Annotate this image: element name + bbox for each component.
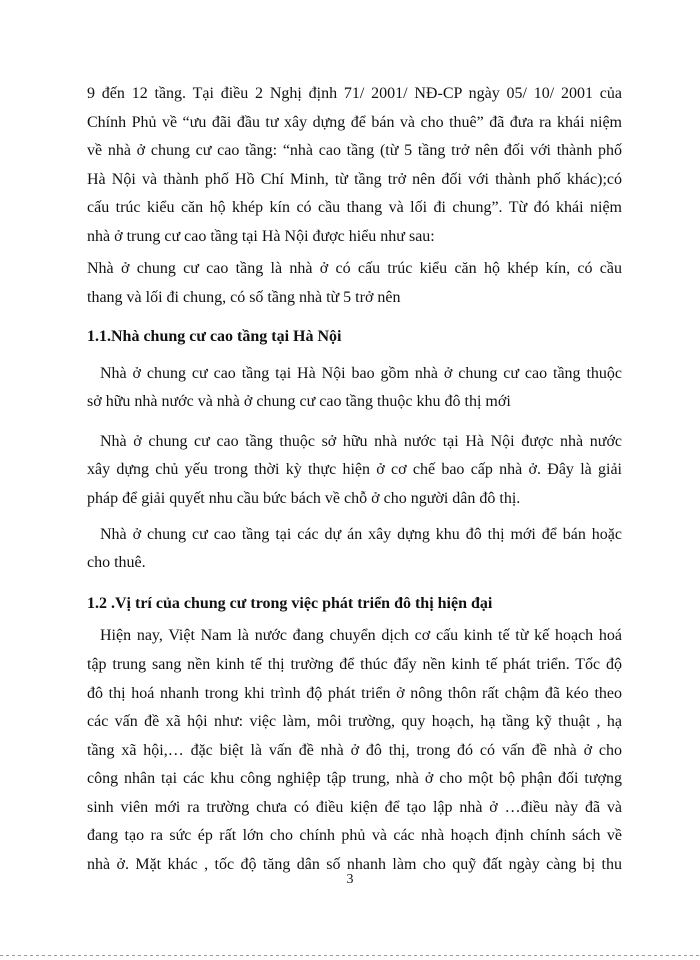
paragraph-state-owned-cont [87, 456, 622, 513]
paragraph-types [100, 360, 622, 389]
text-line: đô thị hoá nhanh trong khi trình độ phát triển ở nông thôn rất chậm đã kéo theo [87, 684, 622, 702]
paragraph-new-urban [100, 521, 622, 550]
text-line: xây dựng chủ yếu trong thời kỳ thực hiện ở cơ chế bao cấp nhà ở. Đây là giải [87, 461, 622, 478]
section-heading-1-2 [87, 590, 622, 619]
text-line: tập trung sang nền kinh tế thị trường để thúc đẩy nền kinh tế phát triển. Tốc độ [87, 656, 622, 673]
paragraph-new-urban-cont [87, 549, 622, 578]
text-line: cho thuê. [87, 554, 146, 571]
section-heading-1-1 [87, 323, 622, 352]
text-line: nhà ở trung cư cao tầng tại Hà Nội được hiểu như sau: [87, 227, 435, 245]
text-line: Nhà ở chung cư cao tầng tại Hà Nội bao gồm nhà ở chung cư cao tầng thuộc [100, 365, 622, 382]
text-line: Hà Nội và thành phố Hồ Chí Minh, từ tầng trở nên đối với thành phố khác);có [87, 170, 622, 188]
heading-text: 1.2 .Vị trí của chung cư trong việc phát triển đô thị hiện đại [87, 595, 493, 612]
text-line: Hiện nay, Việt Nam là nước đang chuyển dịch cơ cấu kinh tế từ kế hoạch hoá [100, 627, 622, 644]
text-line: tầng xã hội,… đặc biệt là vấn đề nhà ở đô thị, trong đó có vấn đề nhà ở cho [87, 741, 622, 759]
text-line: Nhà ở chung cư cao tầng là nhà ở có cấu trúc kiểu căn hộ khép kín, có cầu [87, 260, 622, 277]
paragraph-position [100, 622, 622, 651]
paragraph-types-cont [87, 388, 622, 417]
text-line: pháp để giải quyết nhu cầu bức bách về chỗ ở cho người dân đô thị. [87, 489, 521, 507]
paragraph-intro [87, 80, 622, 251]
text-line: sinh viên mới ra trường chưa có điều kiện để tạo lập nhà ở …điều này đã và [87, 798, 622, 816]
text-line: nhà ở. Mặt khác , tốc độ tăng dân số nhanh làm cho quỹ đất ngày càng bị thu [87, 855, 622, 873]
text-line: về nhà ở chung cư cao tầng: “nhà cao tầng (từ 5 tầng trở nên đối với thành phố [87, 142, 622, 159]
text-line: thang và lối đi chung, có số tầng nhà từ 5 trở nên [87, 288, 401, 306]
paragraph-position-cont [87, 651, 622, 879]
text-line: sở hữu nhà nước và nhà ở chung cư cao tầng thuộc khu đô thị mới [87, 393, 511, 410]
text-line: các vấn đề xã hội như: việc làm, môi trường, quy hoạch, hạ tầng kỹ thuật , hạ [87, 713, 622, 730]
heading-text: 1.1.Nhà chung cư cao tầng tại Hà Nội [87, 328, 342, 345]
text-line: 9 đến 12 tầng. Tại điều 2 Nghị định 71/ 2001/ NĐ-CP ngày 05/ 10/ 2001 của [87, 85, 622, 102]
page-bottom-border [0, 955, 700, 956]
text-line: đang tạo ra sức ép rất lớn cho chính phủ và các nhà hoạch định chính sách về [87, 827, 622, 844]
page-number: 3 [346, 872, 354, 887]
text-line: công nhân tại các khu công nghiệp tập trung, nhà ở cho một bộ phận đối tượng [87, 770, 622, 787]
text-line: Nhà ở chung cư cao tầng tại các dự án xây dựng khu đô thị mới để bán hoặc [100, 526, 622, 543]
text-line: cấu trúc kiểu căn hộ khép kín có cầu thang và lối đi chung”. Từ đó khái niệm [87, 199, 622, 216]
paragraph-state-owned [100, 428, 622, 457]
paragraph-definition [87, 255, 622, 312]
text-line: Chính Phủ về “ưu đãi đầu tư xây dựng để bán và cho thuê” đã đưa ra khái niệm [87, 113, 622, 131]
text-line: Nhà ở chung cư cao tầng thuộc sở hữu nhà nước tại Hà Nội được nhà nước [100, 433, 622, 450]
